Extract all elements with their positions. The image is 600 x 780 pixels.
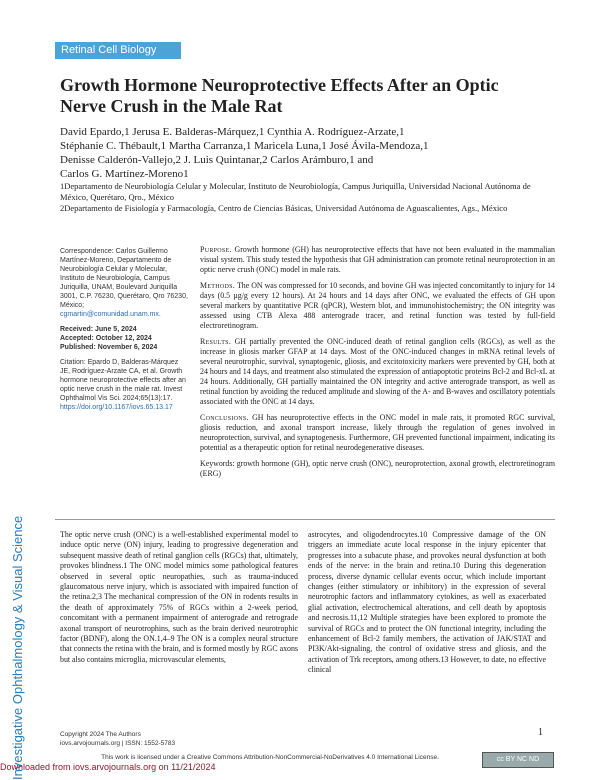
methods-text: The ON was compressed for 10 seconds, and bovine GH was injected concomitantly to injury for 14 days (0.5 µg/g every 12 hours). At 24 hours and 14 days after ONC, we evaluated the effects of GH upon several markers by quantitative PCR (qPCR), Western blot, and immunohistochemistry; the ON integrity was assessed using CTB Alexa 488 anterograde tracer, and retinal function was tested by full-field electroretinogram. — [200, 281, 555, 330]
methods-label: Methods. — [200, 281, 236, 290]
body-column-2: astrocytes, and oligodendrocytes.10 Compressive damage of the ON triggers an immediate acute local response in the injury epicenter that progresses into a subacute phase, and provokes neural dysfunction at both ends of the nerve: in the brain and retina.10 During this degeneration process, diverse dynamic cellular events occur, which include important changes (either stimulatory or inhibitory) in the expression of several neurotrophic factors and inflammatory cytokines, as well as exacerbated glial activation, electrochemical alterations, and cell death by apoptosis and necrosis.11,12 Multiple strategies have been explored to promote the survival of RGCs and to protect the ON functional integrity, including the enhancement of Bcl-2 family members, the activation of JAK/STAT and PI3K/Akt-signaling, the control of oxidative stress and gliosis, and the activation of Trk receptors, among others.13 However, to date, no effective clinical — [308, 530, 546, 675]
received-date: Received: June 5, 2024 — [60, 326, 137, 333]
article-title: Growth Hormone Neuroprotective Effects After an Optic Nerve Crush in the Male Rat — [60, 75, 499, 116]
journal-site: iovs.arvojournals.org | ISSN: 1552-5783 — [60, 740, 176, 747]
affiliation-2: 2Departamento de Fisiología y Farmacología, Centro de Ciencias Básicas, Universidad Autónoma de Aguascalientes, Ags., México — [60, 203, 508, 213]
section-banner: Retinal Cell Biology — [55, 42, 181, 59]
download-notice: Downloaded from iovs.arvojournals.org on 11/21/2024 — [0, 762, 216, 772]
purpose-text: Growth hormone (GH) has neuroprotective effects that have not been evaluated in the mammalian visual system. This study tested the hypothesis that GH administration can promote retinal neuroprotection in an optic nerve crush (ONC) model in male rats. — [200, 245, 556, 274]
conclusions-text: GH has neuroprotective effects in the ONC model in male rats, it promoted RGC survival, gliosis reduction, and axonal transport increase, likely through the regulation of genes involved in neuroprotection, survival, and synaptogenesis. Furthermore, GH prevented functional impairment, indicating its potential as a therapeutic option for retinal neurodegenerative diseases. — [200, 413, 555, 452]
abstract — [200, 245, 555, 485]
conclusions-label: Conclusions. — [200, 413, 249, 422]
body-column-1: The optic nerve crush (ONC) is a well-established experimental model to induce optic nerve (ON) injury, leading to progressive degeneration and subsequent massive death of retinal ganglion cells (RGCs) that, ultimately, provokes blindness.1 The ONC model mimics some pathological features observed in several optic neuropathies, such as trauma-induced glaucomatous nerve injury, which is associated with impaired function of the retina.2,3 The mechanical compression of the ON in rodents results in the death of approximately 75% of RGCs within a 2-week period, concomitant with a permanent impairment of anterograde and retrograde axonal transport of neurotrophins, such as the brain derived neurotrophic factor (BDNF), along the ON.1,4–9 The ON is a complex neural structure that connects the retina with the brain, and is formed mostly by RGC axons but also contains microglia, microvascular elements, — [60, 530, 298, 664]
affiliations — [60, 181, 550, 214]
citation: Citation: Epardo D, Balderas-Márquez JE, Rodríguez-Arzate CA, et al. Growth hormone neuroprotective effects after an optic nerve crush in the male rat. Invest Ophthalmol Vis Sci. 2024;65(13):17. — [60, 359, 186, 402]
published-date: Published: November 6, 2024 — [60, 344, 158, 351]
copyright: Copyright 2024 The Authors — [60, 731, 141, 738]
correspondence-text: Correspondence: Carlos Guillermo Martínez-Moreno, Departamento de Neurobiología Celular y Molecular, Instituto de Neurobiología, Campus Juriquilla, UNAM, Boulevard Juriquilla 3001, C.P. 76230, Querétaro, Qro 76230, México; — [60, 248, 188, 309]
doi-link[interactable]: https://doi.org/10.1167/iovs.65.13.17 — [60, 404, 173, 411]
results-text: GH partially prevented the ONC-induced death of retinal ganglion cells (RGCs), as well as the increase in gliosis marker GFAP at 14 days. Most of the ONC-induced changes in mRNA retinal levels of several neurotrophic, survival, synaptogenic, gliosis, and excitotoxicity markers were prevented by GH, both at 24 hours and 14 days, and treatment also stimulated the expression of antiapoptotic proteins Bcl-2 and Bcl-xL at 24 hours. Additionally, GH partially maintained the ON integrity and active anterograde transport, as well as retinal function by avoiding the reduced amplitude and slowing of the A- and B-waves and oscillatory potentials associated with the ONC at 14 days. — [200, 337, 555, 406]
affiliation-1: 1Departamento de Neurobiología Celular y Molecular, Instituto de Neurobiología, Campus Juriquilla, Universidad Nacional Autónoma de México, Querétaro, Qro., México — [60, 181, 531, 202]
cc-license-badge[interactable]: cc BY NC ND — [482, 752, 554, 768]
author-line: David Epardo,1 Jerusa E. Balderas-Márquez,1 Cynthia A. Rodríguez-Arzate,1 — [60, 126, 405, 138]
correspondence-email[interactable]: cgmartin@comunidad.unam.mx. — [60, 311, 161, 318]
correspondence-block — [60, 247, 190, 412]
author-list — [60, 125, 540, 181]
divider — [55, 519, 555, 520]
results-label: Results. — [200, 337, 232, 346]
author-line: Stéphanie C. Thébault,1 Martha Carranza,1 Maricela Luna,1 José Ávila-Mendoza,1 — [60, 140, 429, 152]
keywords: Keywords: growth hormone (GH), optic nerve crush (ONC), neuroprotection, axonal growth, electroretinogram (ERG) — [200, 459, 555, 478]
accepted-date: Accepted: October 12, 2024 — [60, 335, 152, 342]
author-line: Denisse Calderón-Vallejo,2 J. Luis Quintanar,2 Carlos Arámburo,1 and — [60, 154, 374, 166]
author-line: Carlos G. Martínez-Moreno1 — [60, 168, 189, 180]
license-text[interactable]: This work is licensed under a Creative Commons Attribution-NonCommercial-NoDerivatives 4.0 International License. — [101, 754, 439, 761]
page-number: 1 — [538, 727, 543, 738]
journal-sidebar-title: Investigative Ophthalmology & Visual Science — [10, 515, 25, 780]
purpose-label: Purpose. — [200, 245, 232, 254]
